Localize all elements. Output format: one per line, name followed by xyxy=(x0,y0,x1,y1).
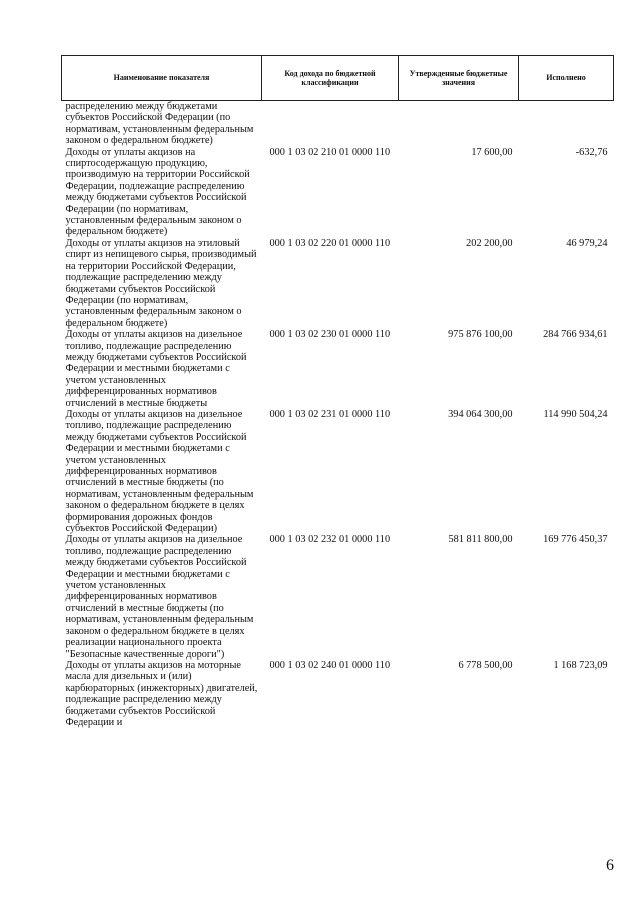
row-income-code: 000 1 03 02 232 01 0000 110 xyxy=(269,534,391,546)
row-indicator-name: Доходы от уплаты акцизов на дизельное топливо, подлежащие распределению между бюджетами субъектов Российской Федерации и местными бюджетами с учетом установленных дифференцированных нормативов отчислений в местные бюджеты xyxy=(65,329,247,409)
row-indicator-name: распределению между бюджетами субъектов Российской Федерации (по нормативам, установленным федеральным законом о федеральном бюджете) xyxy=(65,101,254,147)
row-executed-value: 284 766 934,61 xyxy=(543,329,608,341)
row-executed-value xyxy=(519,101,614,147)
budget-execution-table xyxy=(61,55,614,728)
table-header-row xyxy=(62,56,614,101)
row-income-code: 000 1 03 02 231 01 0000 110 xyxy=(269,408,391,420)
row-executed-value: 1 168 723,09 xyxy=(553,659,608,671)
row-approved-value: 581 811 800,00 xyxy=(448,534,513,546)
table-row xyxy=(62,329,614,409)
header-indicator-name: Наименование показателя xyxy=(62,56,262,101)
row-indicator-name: Доходы от уплаты акцизов на спиртосодержащую продукцию, производимую на территории Российской Федерации, подлежащие распределению между бюджетами субъектов Российской Федерации (по нормативам, установленным федеральным законом о федеральном бюджете) xyxy=(65,146,250,238)
row-executed-value: 114 990 504,24 xyxy=(543,408,608,420)
row-approved-value: 202 200,00 xyxy=(466,237,513,249)
table-row xyxy=(62,238,614,329)
row-income-code xyxy=(262,101,399,147)
table-row xyxy=(62,147,614,238)
row-executed-value: 46 979,24 xyxy=(566,237,608,249)
row-executed-value: 169 776 450,37 xyxy=(543,534,608,546)
row-approved-value: 6 778 500,00 xyxy=(458,659,513,671)
row-income-code: 000 1 03 02 230 01 0000 110 xyxy=(269,329,391,341)
row-approved-value xyxy=(399,101,519,147)
row-indicator-name: Доходы от уплаты акцизов на этиловый спирт из непищевого сырья, производимый на территории Российской Федерации, подлежащие распределению между бюджетами субъектов Российской Федерации (по нормативам, установленным федеральным законом о федеральном бюджете) xyxy=(65,237,257,329)
table-row xyxy=(62,409,614,534)
table-row xyxy=(62,534,614,659)
row-income-code: 000 1 03 02 210 01 0000 110 xyxy=(269,146,391,158)
row-income-code: 000 1 03 02 220 01 0000 110 xyxy=(269,237,391,249)
row-indicator-name: Доходы от уплаты акцизов на дизельное топливо, подлежащие распределению между бюджетами субъектов Российской Федерации и местными бюджетами с учетом установленных дифференцированных нормативов отчислений в местные бюджеты (по нормативам, установленным федеральным законом о федеральном бюджете в целях реализации национального проекта "Безопасные качественные дороги") xyxy=(65,534,254,660)
header-approved-values: Утвержденные бюджетные значения xyxy=(399,56,519,101)
row-approved-value: 394 064 300,00 xyxy=(448,408,513,420)
table-row xyxy=(62,660,614,728)
page-number: 6 xyxy=(606,857,614,874)
row-indicator-name: Доходы от уплаты акцизов на дизельное топливо, подлежащие распределению между бюджетами субъектов Российской Федерации и местными бюджетами с учетом установленных дифференцированных нормативов отчислений в местные бюджеты (по нормативам, установленным федеральным законом о федеральном бюджете в целях формирования дорожных фондов субъектов Российской Федерации) xyxy=(65,408,254,535)
row-approved-value: 975 876 100,00 xyxy=(448,329,513,341)
table-row xyxy=(62,101,614,147)
row-indicator-name: Доходы от уплаты акцизов на моторные масла для дизельных и (или) карбюраторных (инжекторных) двигателей, подлежащие распределению между бюджетами субъектов Российской Федерации и xyxy=(65,659,258,728)
header-income-code: Код дохода по бюджетной классификации xyxy=(262,56,399,101)
row-approved-value: 17 600,00 xyxy=(471,146,513,158)
row-executed-value: -632,76 xyxy=(575,146,608,158)
header-executed: Исполнено xyxy=(519,56,614,101)
row-income-code: 000 1 03 02 240 01 0000 110 xyxy=(269,659,391,671)
